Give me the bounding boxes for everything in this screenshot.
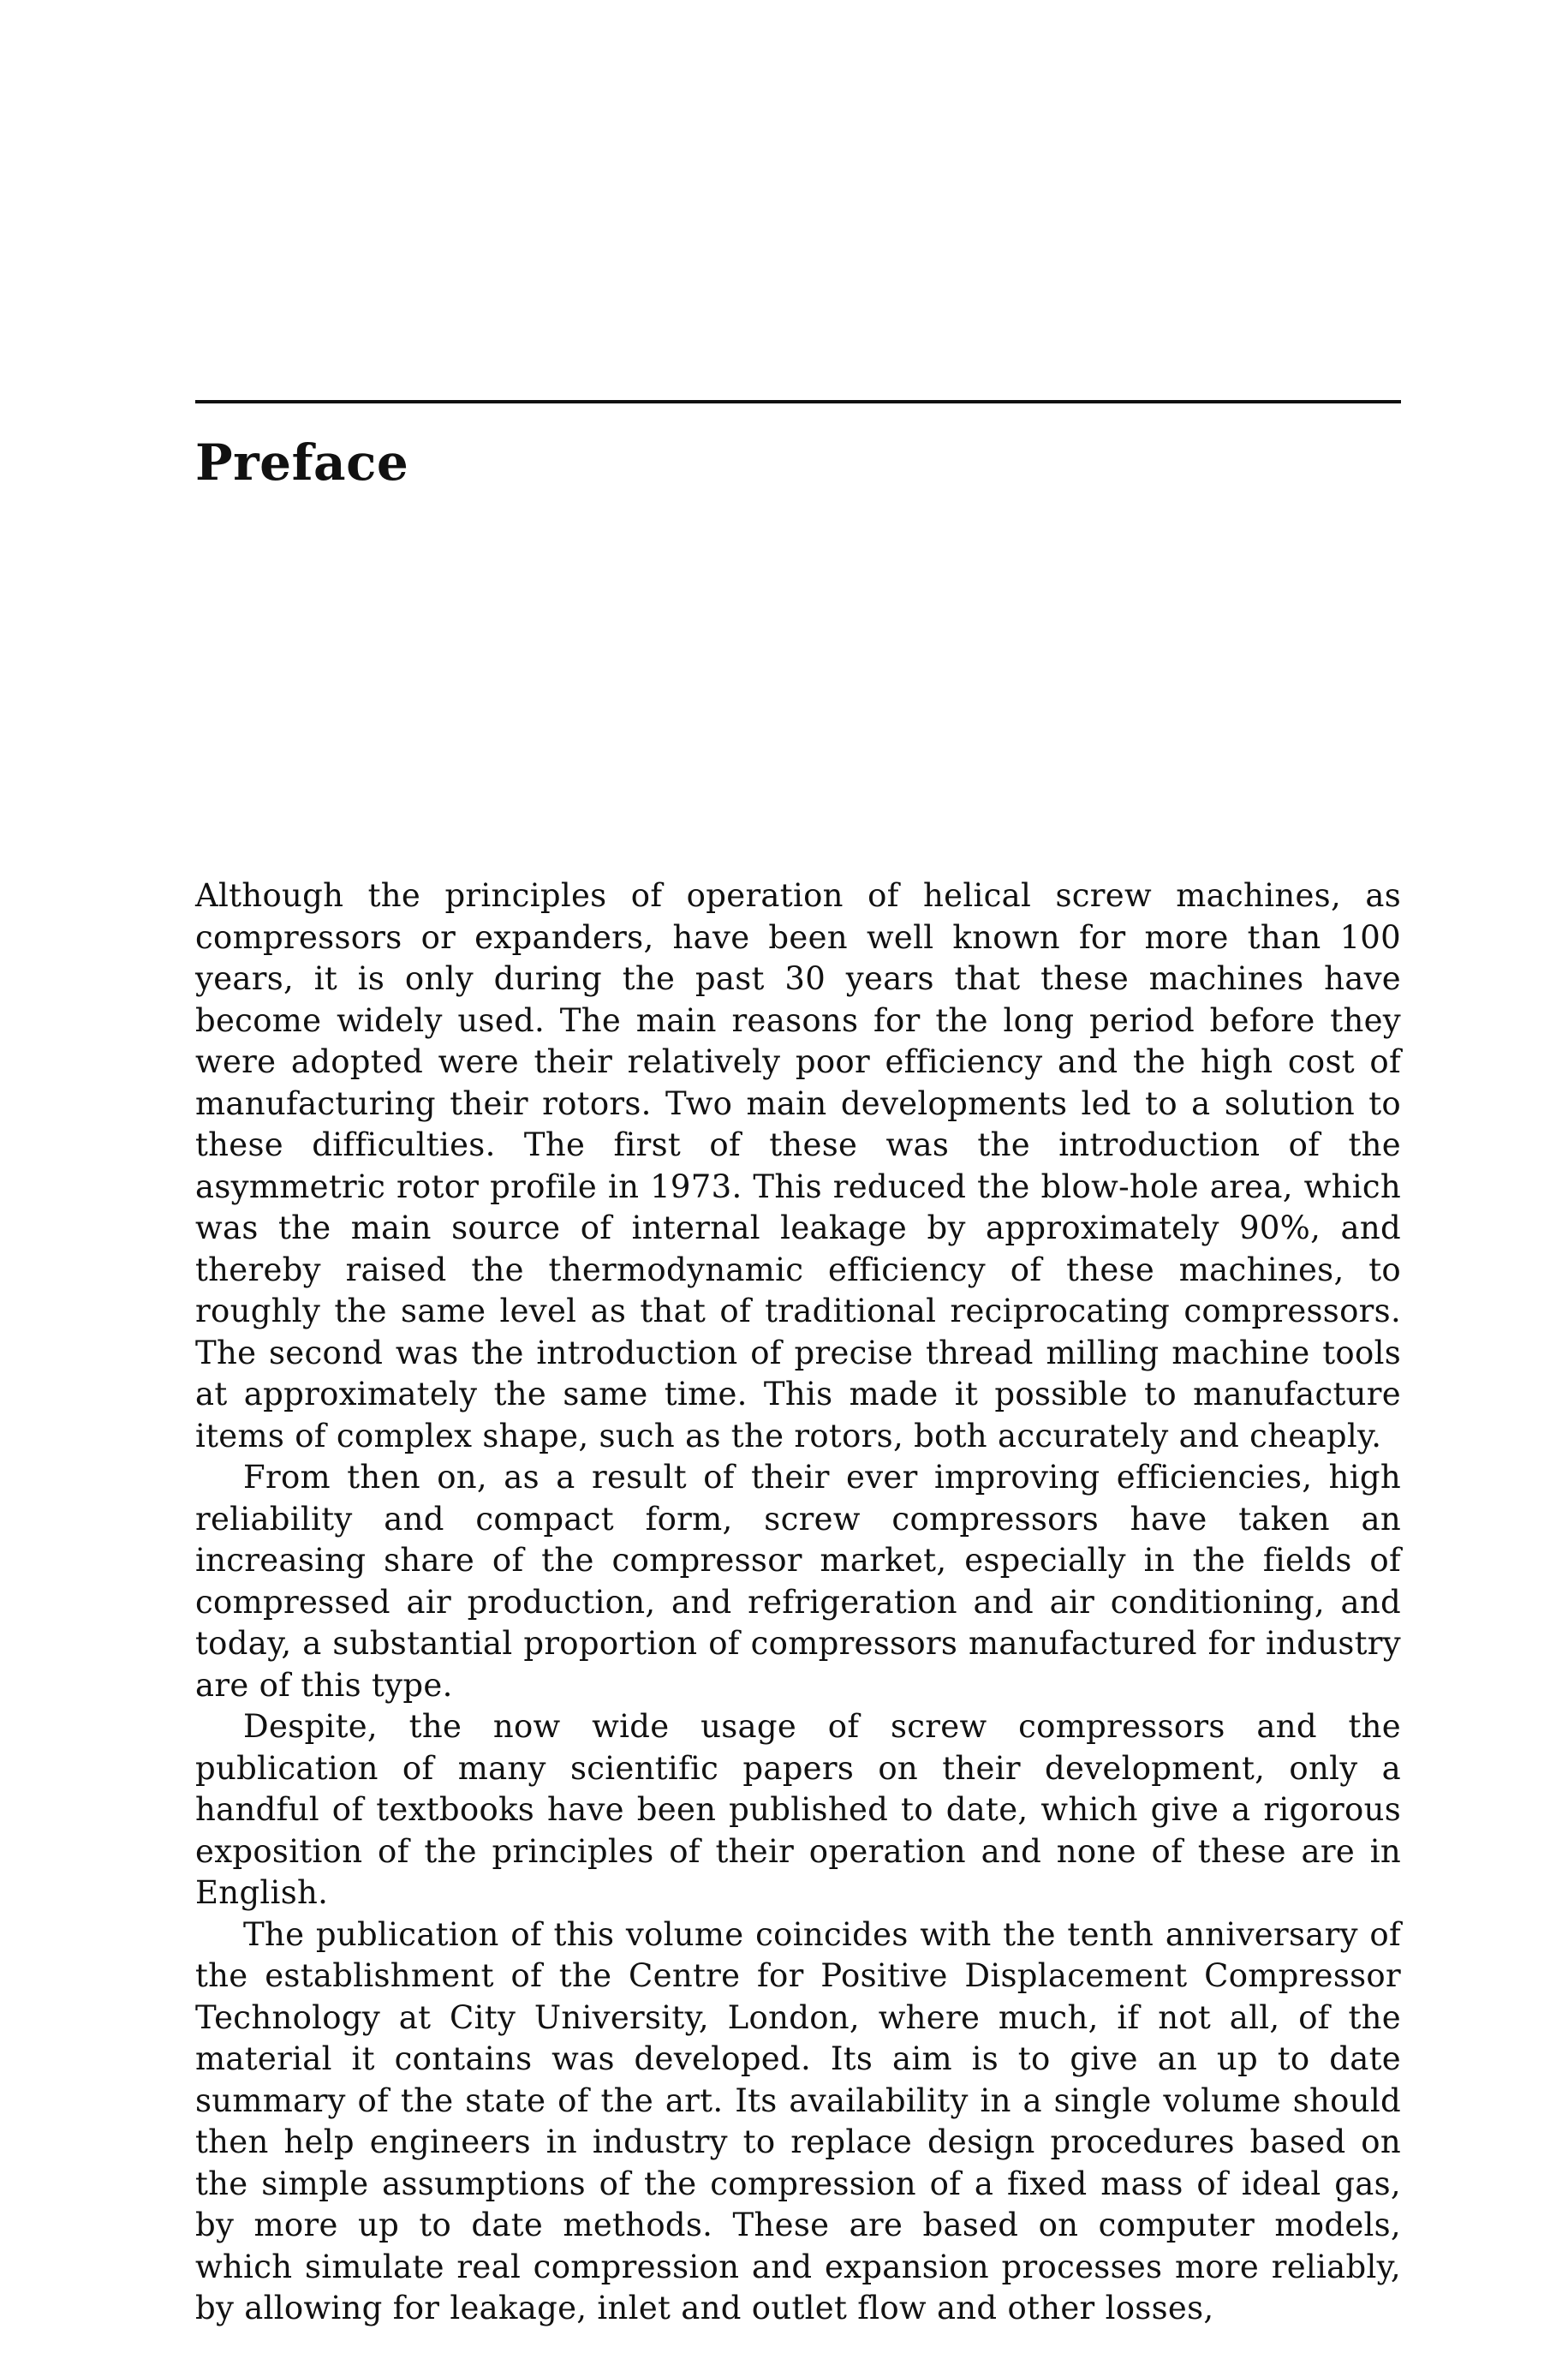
paragraph-3: Despite, the now wide usage of screw compressors and the publication of many scientific papers on their development, only a handful of textbooks have been published to date, which give a rigorous exposition of the principles of their operation and none of these are in English. (195, 1708, 1401, 1911)
chapter-title: Preface (195, 433, 409, 492)
body-text (195, 875, 1401, 2330)
paragraph-2: From then on, as a result of their ever improving efficiencies, high reliability and compact form, screw compressors have taken an increasing share of the compressor market, especially in the fields of compressed air production, and refrigeration and air conditioning, and today, a substantial proportion of compressors manufactured for industry are of this type. (195, 1459, 1401, 1704)
paragraph-1: Although the principles of operation of helical screw machines, as compressors or expanders, have been well known for more than 100 years, it is only during the past 30 years that these machines have become widely used. The main reasons for the long period before they were adopted were their relatively poor efficiency and the high cost of manufacturing their rotors. Two main developments led to a solution to these difficulties. The first of these was the introduction of the asymmetric rotor profile in 1973. This reduced the blow-hole area, which was the main source of internal leakage by approximately 90%, and thereby raised the thermodynamic efficiency of these machines, to roughly the same level as that of traditional reciprocating compressors. The second was the introduction of precise thread milling machine tools at approximately the same time. This made it possible to manufacture items of complex shape, such as the rotors, both accurately and cheaply. (195, 877, 1401, 1454)
paragraph-4: The publication of this volume coincides with the tenth anniversary of the establishment of the Centre for Positive Displacement Compressor Technology at City University, London, where much, if not all, of the material it contains was developed. Its aim is to give an up to date summary of the state of the art. Its availability in a single volume should then help engineers in industry to replace design procedures based on the simple assumptions of the compression of a fixed mass of ideal gas, by more up to date methods. These are based on computer models, which simulate real compression and expansion processes more reliably, by allowing for leakage, inlet and outlet flow and other losses, (195, 1915, 1401, 2326)
title-rule (195, 400, 1401, 403)
